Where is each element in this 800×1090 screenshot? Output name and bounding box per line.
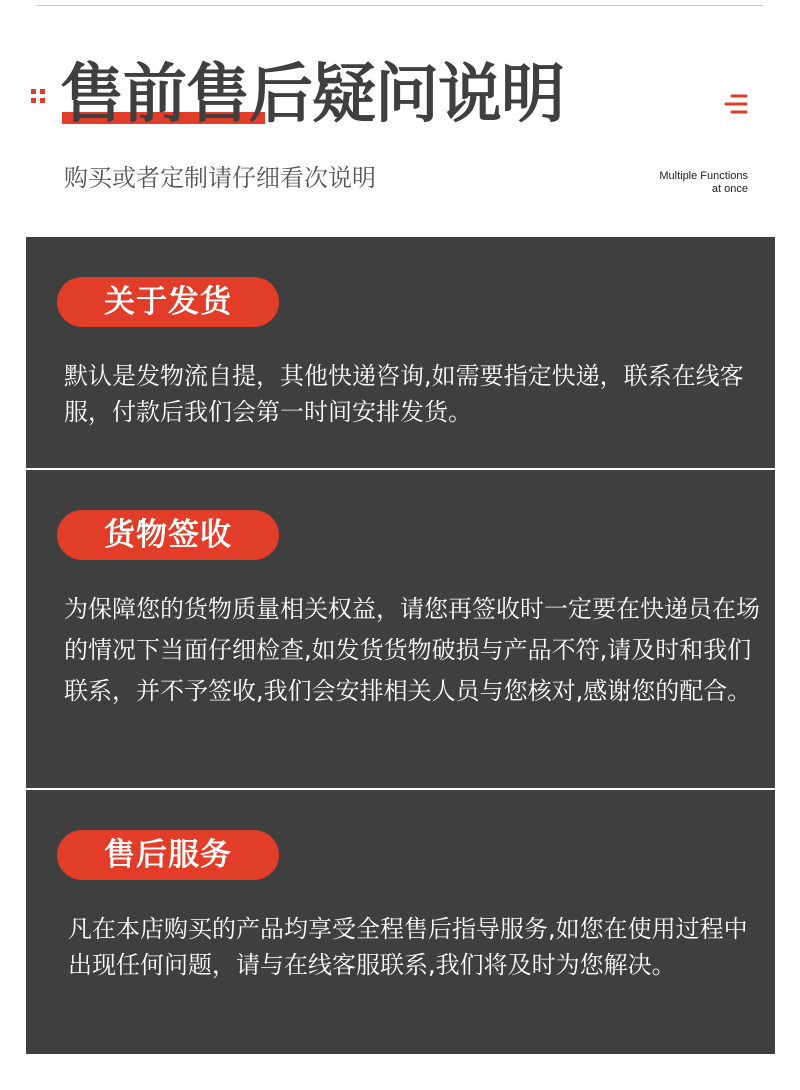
page-subtitle: 购买或者定制请仔细看次说明 — [64, 164, 376, 192]
receipt-section — [26, 470, 775, 788]
shipping-text: 默认是发物流自提，其他快递咨询,如需要指定快递，联系在线客服，付款后我们会第一时间安排发货。 — [64, 362, 744, 426]
dots-grid-icon — [31, 89, 45, 103]
menu-lines-icon[interactable] — [724, 93, 748, 115]
shipping-section — [26, 237, 775, 468]
after-sales-text: 凡在本店购买的产品均享受全程售后指导服务,如您在使用过程中出现任何问题，请与在线客服联系,我们将及时为您解决。 — [68, 915, 748, 979]
tagline-line-2: at once — [711, 183, 748, 195]
receipt-heading: 货物签收 — [57, 510, 279, 560]
title-block — [60, 55, 564, 135]
after-sales-section — [26, 790, 775, 1054]
shipping-heading: 关于发货 — [57, 277, 279, 327]
page-title: 售前售后疑问说明 — [60, 58, 564, 132]
receipt-text: 为保障您的货物质量相关权益，请您再签收时一定要在快递员在场的情况下当面仔细检查,如发货货物破损与产品不符,请及时和我们联系，并不予签收,我们会安排相关人员与您核对,感谢您的配合。 — [64, 595, 760, 705]
top-divider — [36, 5, 763, 6]
tagline — [600, 170, 748, 196]
after-sales-heading: 售后服务 — [57, 830, 279, 880]
tagline-line-1: Multiple Functions — [659, 170, 748, 182]
